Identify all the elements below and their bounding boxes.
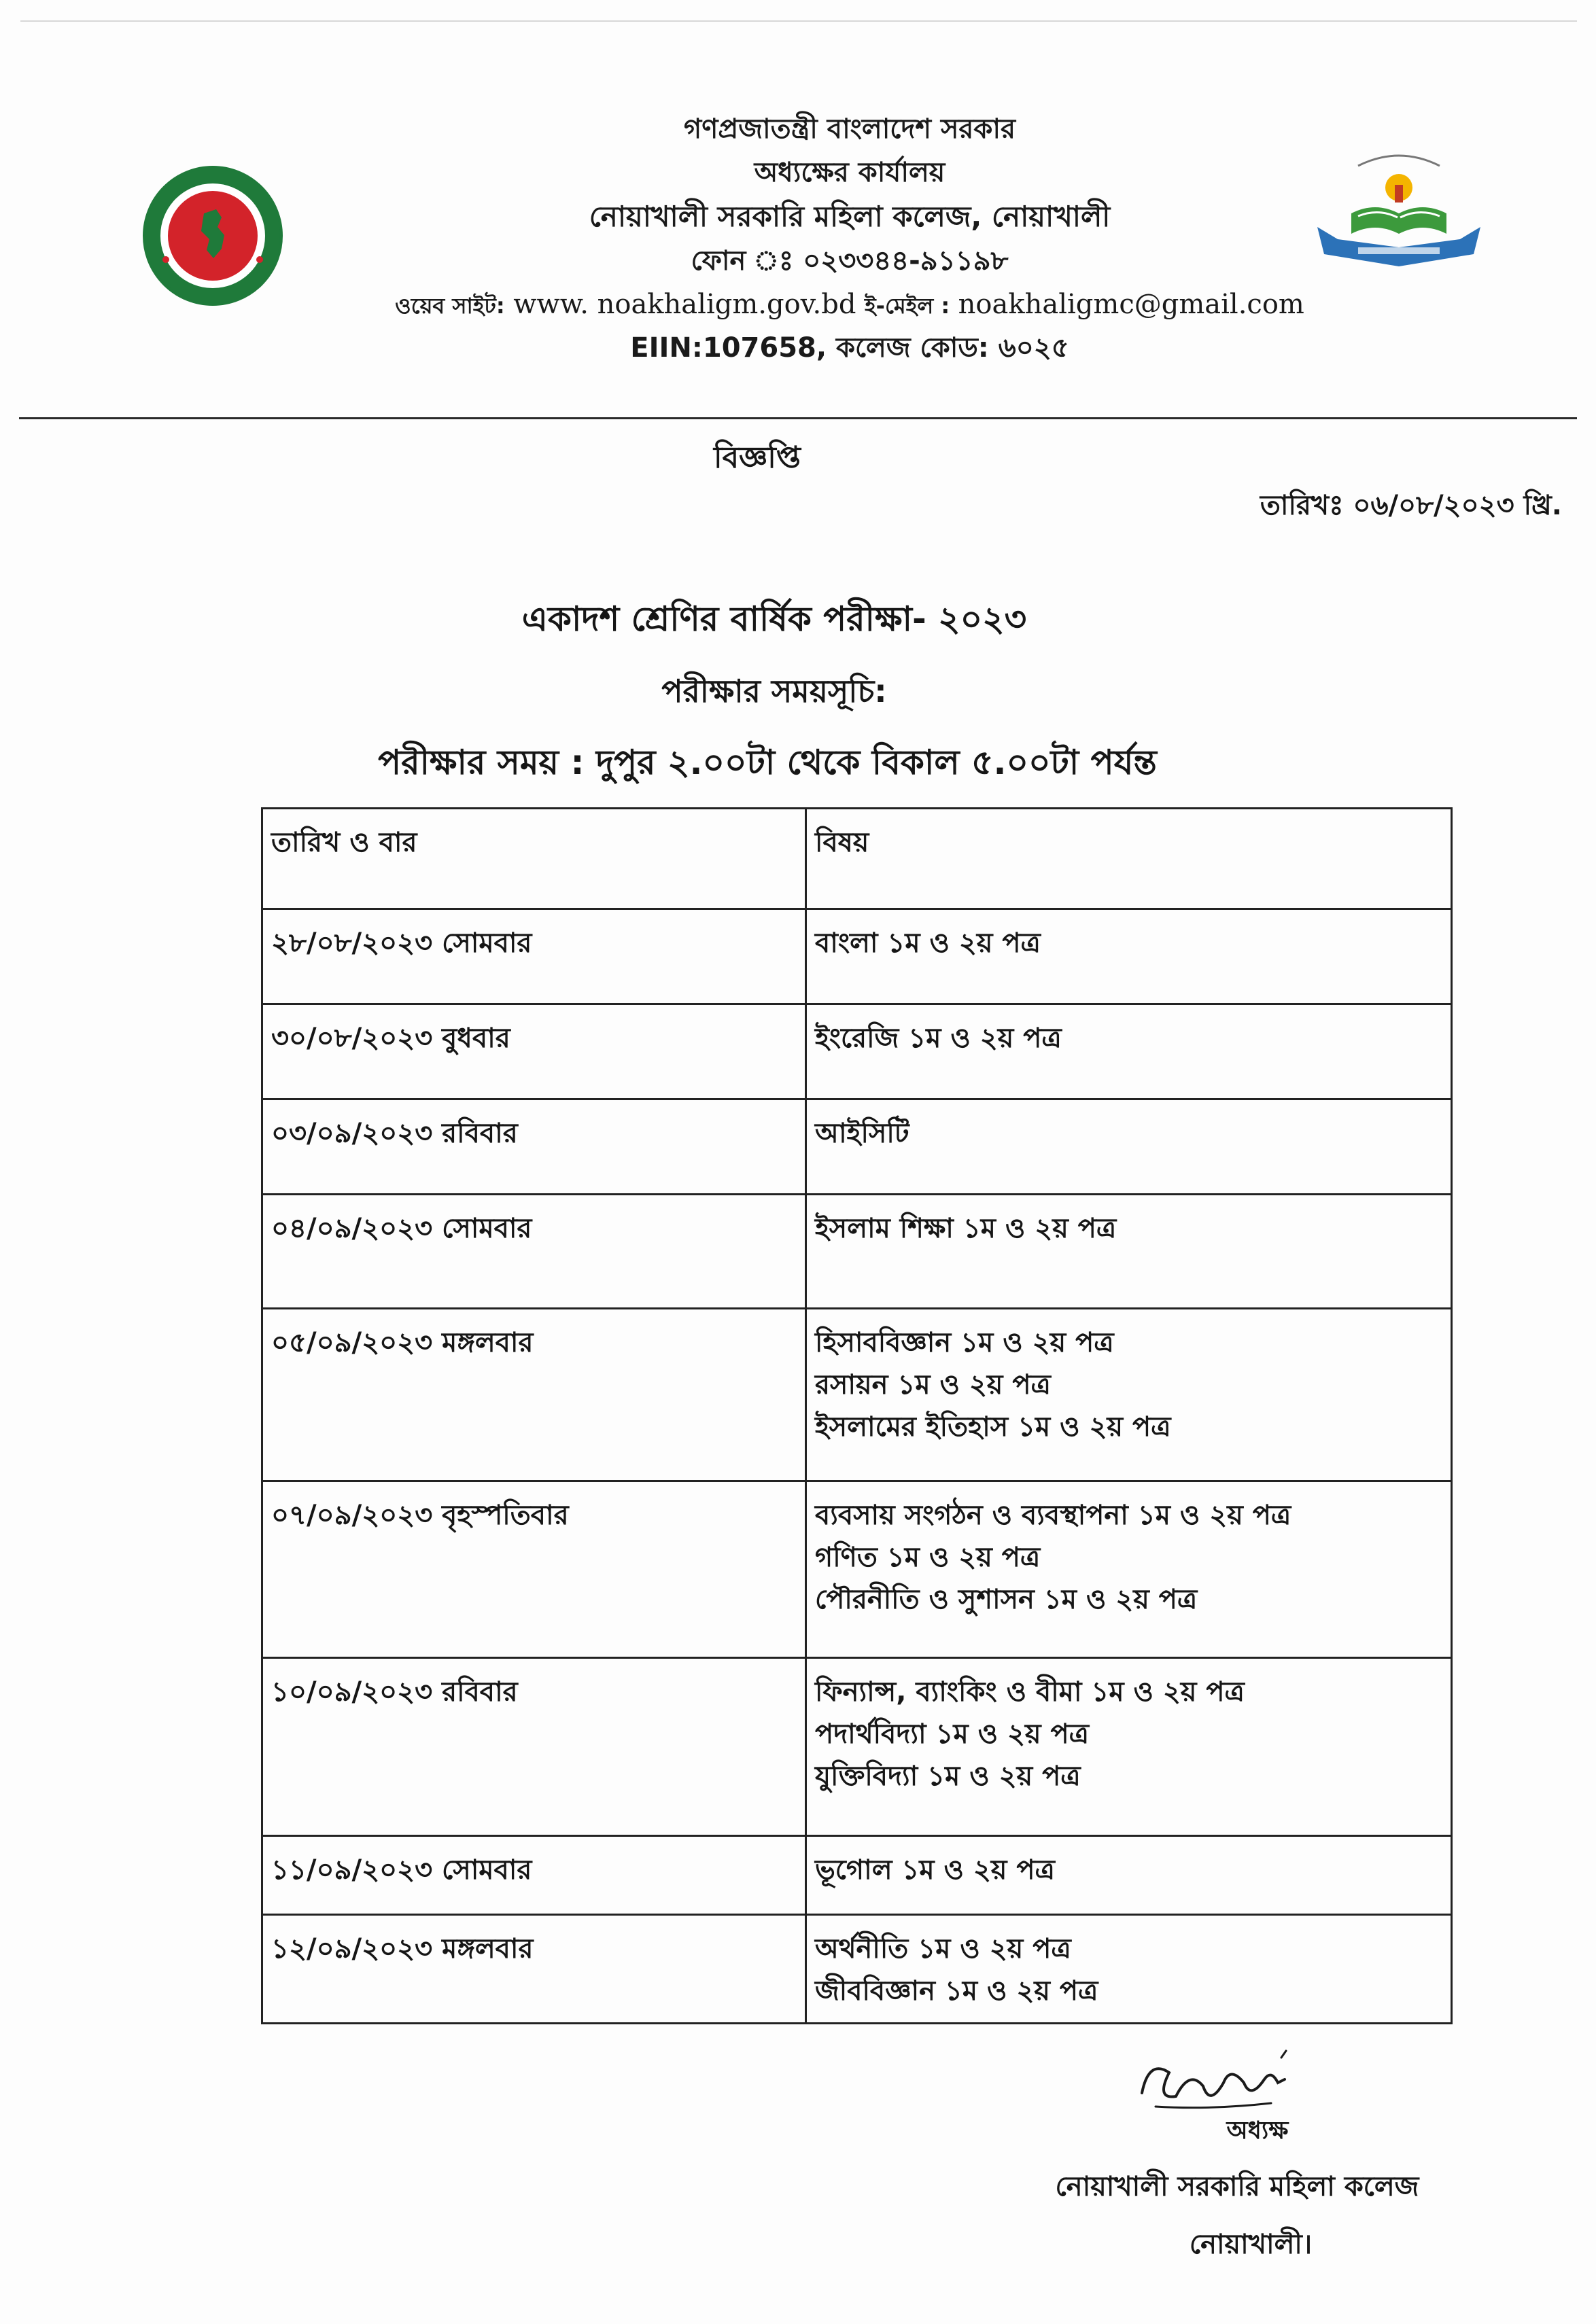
row-date: ১০/০৯/২০২৩ রবিবার xyxy=(262,1658,806,1836)
subject-line: ইসলামের ইতিহাস ১ম ও ২য় পত্র xyxy=(815,1411,1171,1443)
eiin-code: EIIN:107658, কলেজ কোড: ৬০২৫ xyxy=(630,332,1069,364)
table-row xyxy=(262,1309,1452,1481)
office-name: অধ্যক্ষের কার্যালয় xyxy=(754,157,946,188)
subject-line: পৌরনীতি ও সুশাসন ১ম ও ২য় পত্র xyxy=(815,1584,1198,1615)
subject-line: ভূগোল ১ম ও ২য় পত্র xyxy=(815,1854,1055,1886)
signature-icon xyxy=(1128,2045,1305,2120)
college-logo-icon xyxy=(1311,145,1487,281)
exam-time: পরীক্ষার সময় : দুপুর ২.০০টা থেকে বিকাল ৫.০০টা পর্যন্ত xyxy=(378,743,1157,782)
phone-number: ফোন ঃ ০২৩৩৪৪-৯১১৯৮ xyxy=(691,245,1009,277)
subject-line: ইংরেজি ১ম ও ২য় পত্র xyxy=(815,1023,1062,1054)
govt-name: গণপ্রজাতন্ত্রী বাংলাদেশ সরকার xyxy=(684,113,1016,145)
table-row xyxy=(262,1915,1452,2024)
scan-edge xyxy=(20,20,1577,22)
header-divider xyxy=(19,417,1577,419)
government-seal-icon xyxy=(141,164,284,307)
subject-line: হিসাববিজ্ঞান ১ম ও ২য় পত্র xyxy=(815,1327,1114,1358)
subject-line: যুক্তিবিদ্যা ১ম ও ২য় পত্র xyxy=(815,1761,1081,1792)
subject-line: রসায়ন ১ম ও ২য় পত্র xyxy=(815,1369,1051,1401)
exam-subtitle: পরীক্ষার সময়সূচি: xyxy=(661,673,887,709)
subject-line: পদার্থবিদ্যা ১ম ও ২য় পত্র xyxy=(815,1719,1090,1750)
signatory-designation: অধ্যক্ষ xyxy=(1226,2117,1289,2145)
table-row xyxy=(262,1099,1452,1195)
subject-line: গণিত ১ম ও ২য় পত্র xyxy=(815,1542,1041,1573)
college-name: নোয়াখালী সরকারি মহিলা কলেজ, নোয়াখালী xyxy=(589,200,1111,233)
notice-date: তারিখঃ ০৬/০৮/২০২৩ খ্রি. xyxy=(1260,490,1562,521)
email-label: ই-মেইল : xyxy=(865,293,950,319)
subject-line: ব্যবসায় সংগঠন ও ব্যবস্থাপনা ১ম ও ২য় পত্র xyxy=(815,1500,1291,1531)
row-date: ২৮/০৮/২০২৩ সোমবার xyxy=(262,909,806,1004)
letterhead xyxy=(381,113,1319,364)
header-subject: বিষয় xyxy=(806,809,1452,909)
row-subjects xyxy=(806,1099,1452,1195)
row-date: ১১/০৯/২০২৩ সোমবার xyxy=(262,1836,806,1915)
row-date: ০৩/০৯/২০২৩ রবিবার xyxy=(262,1099,806,1195)
subject-line: অর্থনীতি ১ম ও ২য় পত্র xyxy=(815,1933,1071,1965)
signatory-institution: নোয়াখালী সরকারি মহিলা কলেজ xyxy=(1055,2171,1419,2202)
contact-line xyxy=(381,291,1319,318)
row-date: ০৪/০৯/২০২৩ সোমবার xyxy=(262,1195,806,1309)
row-subjects xyxy=(806,1481,1452,1658)
row-date: ৩০/০৮/২০২৩ বুধবার xyxy=(262,1004,806,1099)
exam-title: একাদশ শ্রেণির বার্ষিক পরীক্ষা- ২০২৩ xyxy=(521,599,1027,639)
subject-line: আইসিটি xyxy=(815,1118,909,1149)
table-row xyxy=(262,1004,1452,1099)
row-subjects xyxy=(806,1915,1452,2024)
signatory-place: নোয়াখালী। xyxy=(1189,2229,1313,2260)
table-row xyxy=(262,909,1452,1004)
subject-line: জীববিজ্ঞান ১ম ও ২য় পত্র xyxy=(815,1975,1098,2007)
subject-line: ফিন্যান্স, ব্যাংকিং ও বীমা ১ম ও ২য় পত্র xyxy=(815,1676,1245,1708)
row-date: ০৭/০৯/২০২৩ বৃহস্পতিবার xyxy=(262,1481,806,1658)
website-label: ওয়েব সাইট: xyxy=(395,293,505,319)
row-subjects xyxy=(806,1309,1452,1481)
exam-heading xyxy=(0,594,1596,794)
table-row xyxy=(262,1481,1452,1658)
table-header-row xyxy=(262,809,1452,909)
website-link[interactable]: www. noakhaligm.gov.bd xyxy=(513,289,856,320)
row-subjects xyxy=(806,1658,1452,1836)
row-subjects xyxy=(806,909,1452,1004)
notice-title: বিজ্ঞপ্তি xyxy=(714,440,801,475)
header-date: তারিখ ও বার xyxy=(262,809,806,909)
signatory-block xyxy=(1026,2112,1448,2268)
email-link[interactable]: noakhaligmc@gmail.com xyxy=(958,289,1304,320)
exam-schedule-table xyxy=(261,807,1453,2024)
subject-line: ইসলাম শিক্ষা ১ম ও ২য় পত্র xyxy=(815,1213,1117,1244)
table-row xyxy=(262,1658,1452,1836)
table-row xyxy=(262,1836,1452,1915)
row-date: ১২/০৯/২০২৩ মঙ্গলবার xyxy=(262,1915,806,2024)
row-date: ০৫/০৯/২০২৩ মঙ্গলবার xyxy=(262,1309,806,1481)
row-subjects xyxy=(806,1195,1452,1309)
table-row xyxy=(262,1195,1452,1309)
row-subjects xyxy=(806,1836,1452,1915)
subject-line: বাংলা ১ম ও ২য় পত্র xyxy=(815,928,1041,959)
row-subjects xyxy=(806,1004,1452,1099)
